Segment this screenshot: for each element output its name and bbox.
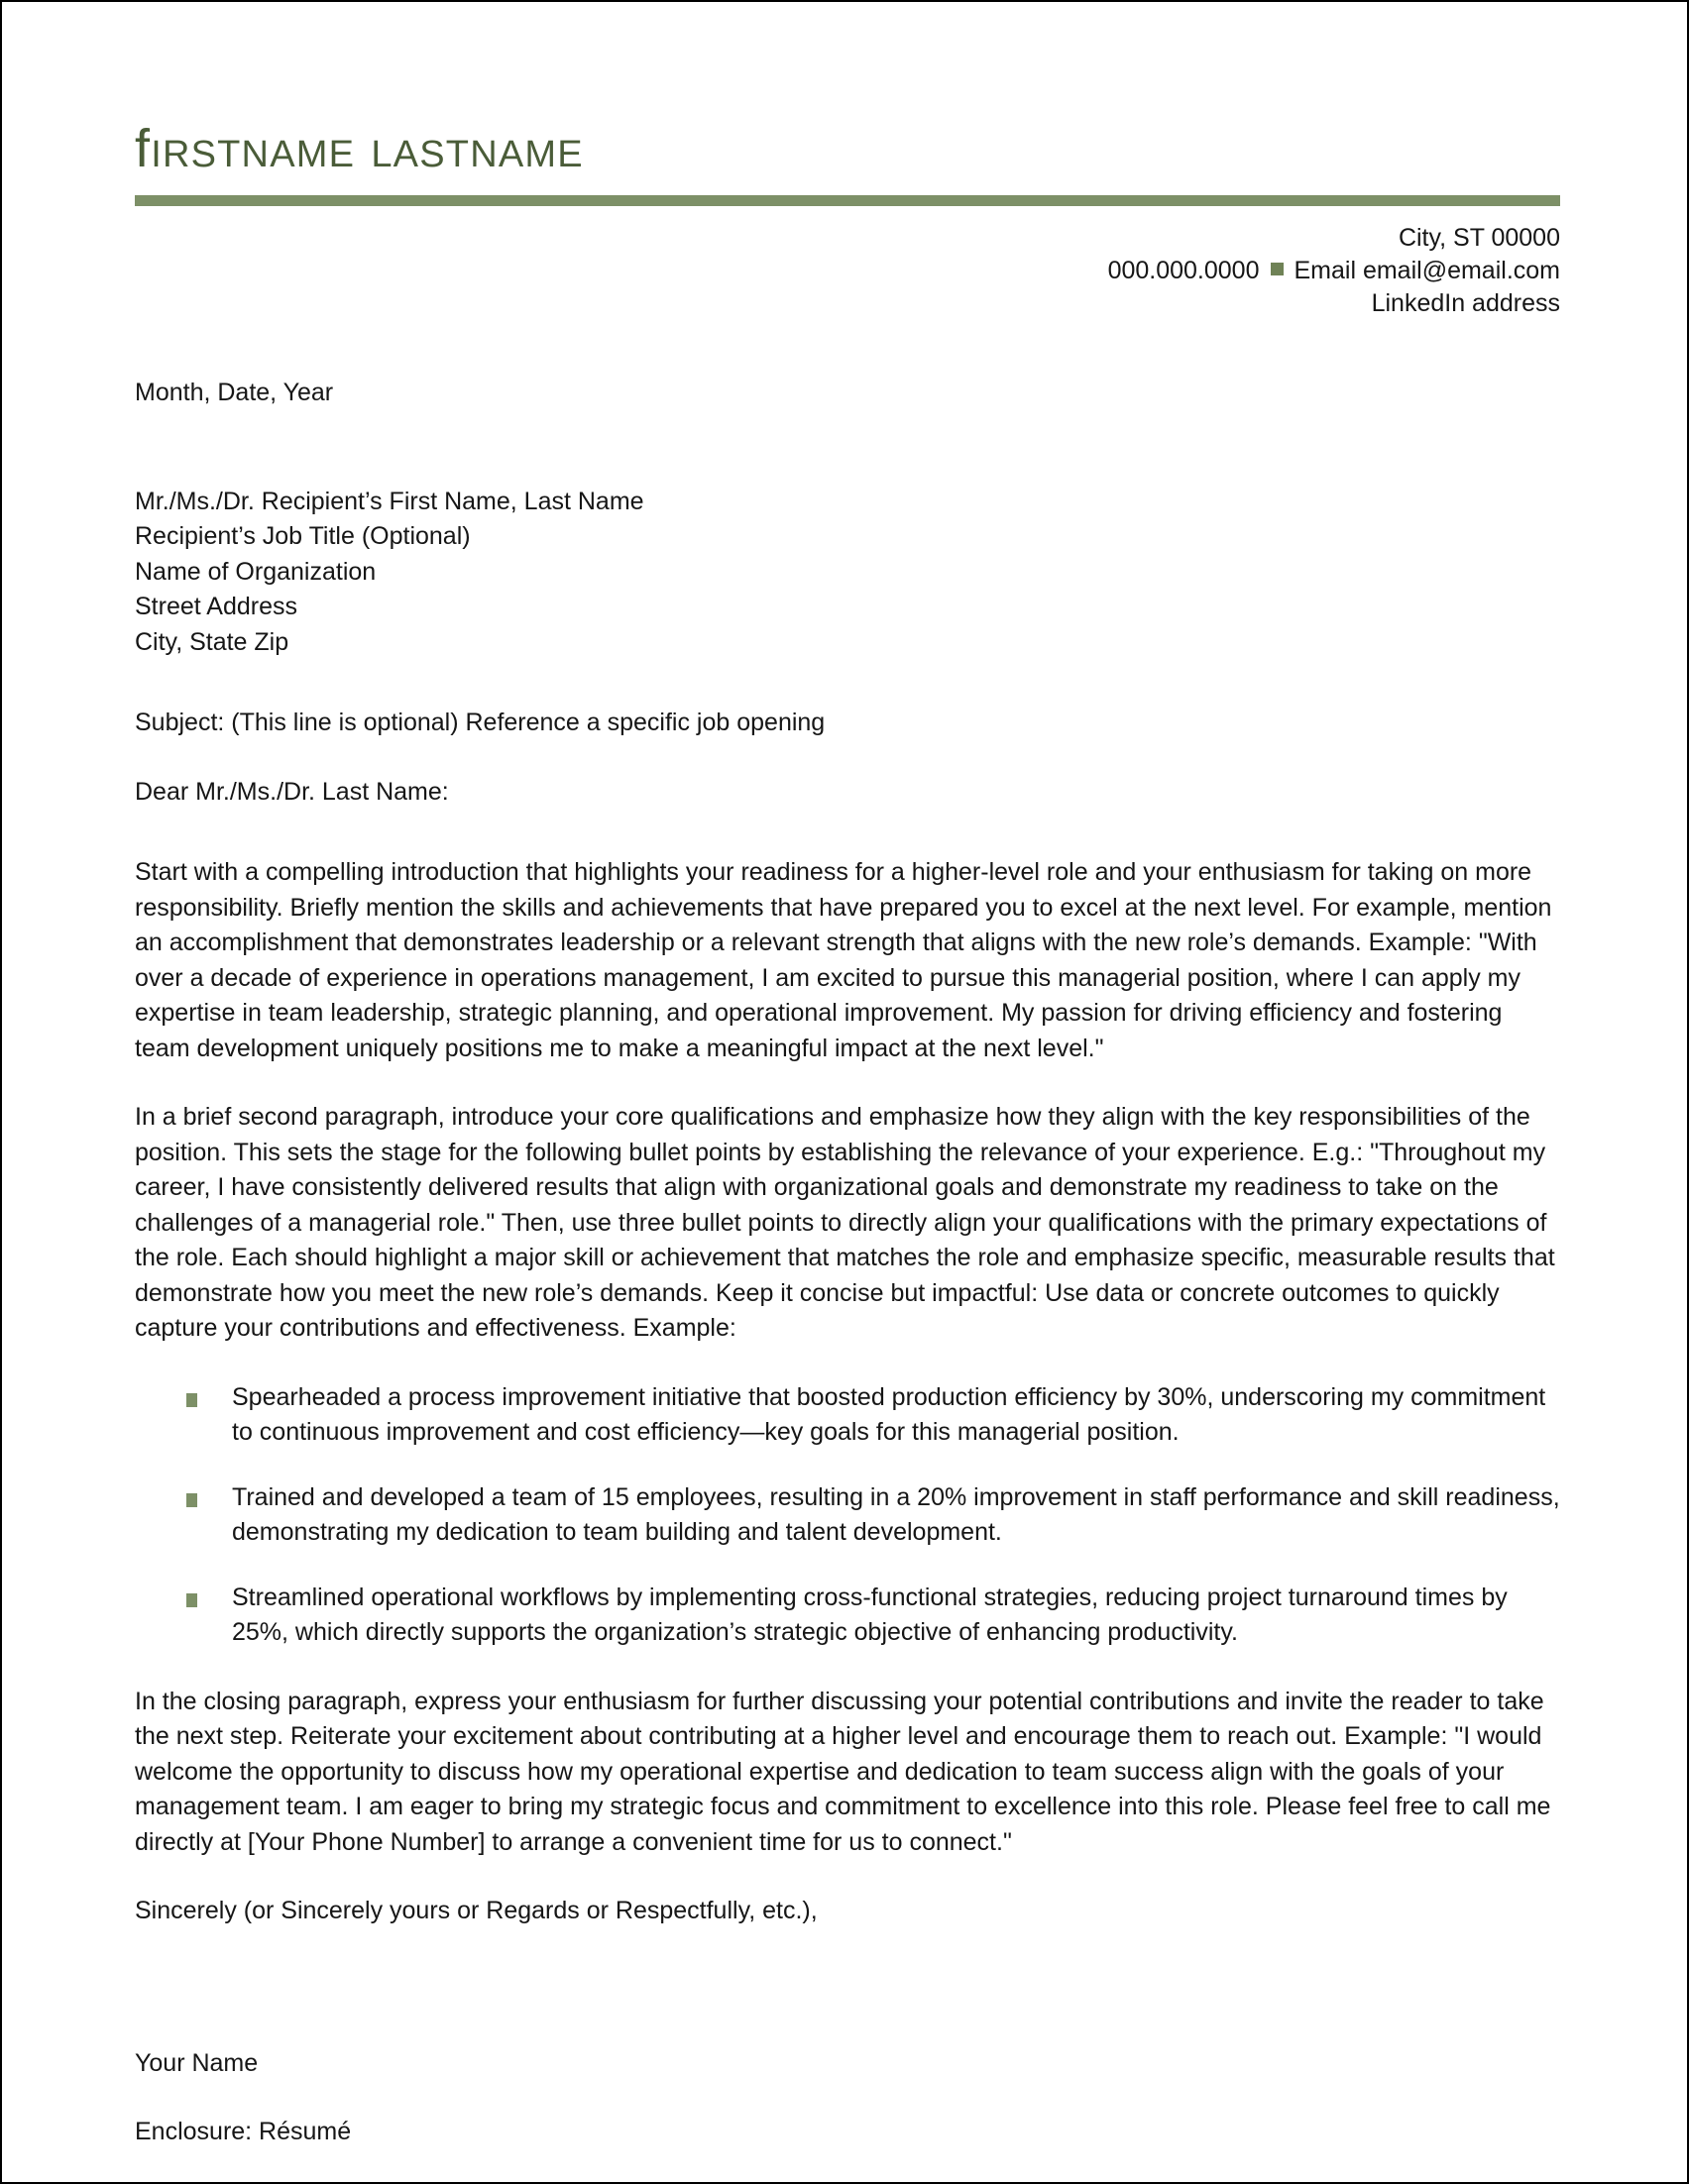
bullet-text: Spearheaded a process improvement initiative that boosted production efficiency by 30%, underscoring my commitment to continuous improvement and cost efficiency—key goals for this managerial position. xyxy=(232,1382,1546,1447)
bullet-text: Trained and developed a team of 15 employees, resulting in a 20% improvement in staff performance and skill readiness, demonstrating my dedication to team building and talent development. xyxy=(232,1482,1560,1547)
list-item xyxy=(135,1380,1560,1451)
salutation-line: Dear Mr./Ms./Dr. Last Name: xyxy=(135,777,449,806)
spacer-before-closing xyxy=(135,1860,1560,1894)
body-paragraph-2: In a brief second paragraph, introduce your core qualifications and emphasize how they align with the key responsibilities of the position. This sets the stage for the following bullet points by establishing the relevance of your experience. E.g.: "Throughout my career, I have consistently delivered results that align with organizational goals and demonstrate my readiness to take on the challenges of a managerial role." Then, use three bullet points to directly align your qualifications with the primary expectations of the role. Each should highlight a major skill or achievement that matches the role and emphasize specific, measurable results that demonstrate how you meet the new role’s demands. Keep it concise but impactful: Use data or concrete outcomes to quickly capture your contributions and effectiveness. Example: xyxy=(135,1103,1555,1343)
contact-phone-email-line xyxy=(135,255,1560,287)
spacer-between-paragraphs-1 xyxy=(135,1066,1560,1100)
bullet-text: Streamlined operational workflows by implementing cross-functional strategies, reducing project turnaround times by 25%, which directly supports the organization’s strategic objective of enhancing productivity. xyxy=(232,1583,1508,1647)
square-bullet-icon xyxy=(186,1593,197,1607)
green-square-separator-icon xyxy=(1271,263,1284,275)
spacer-before-enclosure xyxy=(135,2081,1560,2115)
contact-info-block xyxy=(135,222,1560,321)
signature-space xyxy=(135,1929,1560,2046)
spacer-after-date xyxy=(135,411,1560,485)
spacer-after-subject xyxy=(135,741,1560,775)
contact-city-state-zip: City, ST 00000 xyxy=(1398,223,1560,252)
list-item xyxy=(135,1480,1560,1551)
square-bullet-icon xyxy=(186,1393,197,1407)
recipient-name: Mr./Ms./Dr. Recipient’s First Name, Last Name xyxy=(135,487,644,515)
enclosure-line: Enclosure: Résumé xyxy=(135,2118,352,2146)
letterhead xyxy=(135,121,1560,320)
body-paragraph-1: Start with a compelling introduction that highlights your readiness for a higher-level role and your enthusiasm for taking on more responsibility. Briefly mention the skills and achievements that have prepared you to excel at the next level. For example, mention an accomplishment that demonstrates leadership or a relevant strength that aligns with the new role’s demands. Example: "With over a decade of experience in operations management, I am excited to pursue this managerial position, where I can apply my expertise in team leadership, strategic planning, and operational improvement. My passion for driving efficiency and fostering team development uniquely positions me to make a meaningful impact at the next level." xyxy=(135,858,1552,1062)
contact-linkedin: LinkedIn address xyxy=(1371,289,1560,318)
spacer-after-bullets xyxy=(135,1651,1560,1685)
letter-date: Month, Date, Year xyxy=(135,379,334,407)
spacer-after-salutation xyxy=(135,810,1560,855)
page-title: firstname lastname xyxy=(135,119,584,178)
letter-sheet xyxy=(2,2,1687,2182)
contact-phone: 000.000.0000 xyxy=(1107,256,1260,284)
recipient-job-title: Recipient’s Job Title (Optional) xyxy=(135,522,471,551)
spacer-after-recipient xyxy=(135,660,1560,706)
recipient-organization: Name of Organization xyxy=(135,557,377,586)
closing-salutation: Sincerely (or Sincerely yours or Regards or Respectfully, etc.), xyxy=(135,1897,818,1925)
subject-line: Subject: (This line is optional) Reference a specific job opening xyxy=(135,709,826,737)
body-paragraph-3: In the closing paragraph, express your enthusiasm for further discussing your potential contributions and invite the reader to take the next step. Reiterate your excitement about contributing at a higher level and encourage them to reach out. Example: "I would welcome the opportunity to discuss how my operational expertise and dedication to team success align with the goals of your management team. I am eager to bring my strategic focus and commitment to excellence into this role. Please feel free to call me directly at [Your Phone Number] to arrange a convenient time for us to connect." xyxy=(135,1687,1551,1856)
recipient-street-address: Street Address xyxy=(135,593,297,621)
letter-body xyxy=(135,376,1560,2150)
recipient-address-block xyxy=(135,485,1560,661)
signature-name: Your Name xyxy=(135,2048,259,2077)
list-item xyxy=(135,1581,1560,1651)
achievement-bullet-list xyxy=(135,1380,1560,1651)
recipient-city-state-zip: City, State Zip xyxy=(135,627,289,656)
contact-email: Email email@email.com xyxy=(1294,256,1560,284)
header-divider-rule xyxy=(135,195,1560,206)
square-bullet-icon xyxy=(186,1493,197,1507)
